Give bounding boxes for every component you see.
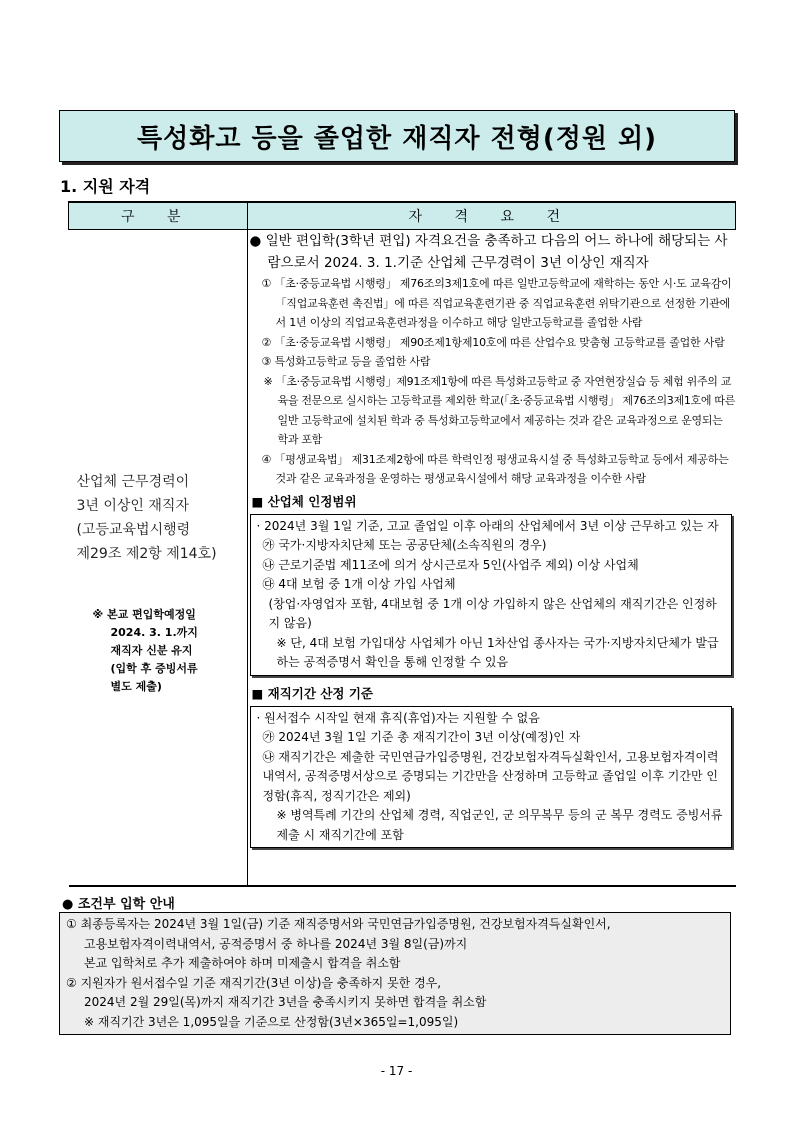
note-line: 2024. 3. 1.까지	[110, 626, 198, 639]
requirements-cell	[247, 230, 736, 887]
main-requirement: ● 일반 편입학(3학년 편입) 자격요건을 충족하고 다음의 어느 하나에 해당되는 사람으로서 2024. 3. 1.기준 산업체 근무경력이 3년 이상인 재직자	[249, 233, 728, 271]
col-header-requirements: 자 격 요 건	[247, 202, 736, 230]
industry-line: ㉰ 4대 보험 중 1개 이상 가입 사업체	[262, 577, 456, 591]
industry-line: · 2024년 3월 1일 기준, 고교 졸업일 이후 아래의 산업체에서 3년 이상 근무하고 있는 자	[256, 518, 719, 533]
period-line: ㉮ 2024년 3월 1일 기준 총 재직기간이 3년 이상(예정)인 자	[262, 730, 581, 744]
category-line: 제29조 제2항 제14호)	[76, 546, 217, 562]
requirement-item: ④ 「평생교육법」 제31조제2항에 따른 학력인정 평생교육시설 중 특성화고등학교 등에서 제공하는 것과 같은 교육과정을 운영하는 평생교육시설에서 해당 교육과정을 이수한 사람	[261, 452, 729, 485]
conditional-line: 본교 입학처로 추가 제출하여야 하며 미제출시 합격을 취소함	[84, 956, 401, 970]
note-line: ※ 본교 편입학예정일	[92, 608, 196, 621]
period-heading: ■ 재직기간 산정 기준	[251, 685, 373, 701]
period-line: ㉯ 재직기간은 제출한 국민연금가입증명원, 건강보험자격득실확인서, 고용보험자격이력내역서, 공적증명서상으로 증명되는 기간만을 산정하며 고등학교 졸업일 이후 기간만 인정함(휴직, 정직기간은 제외)	[262, 749, 719, 803]
note-line: (입학 후 증빙서류	[110, 662, 198, 675]
page-number: - 17 -	[380, 1064, 413, 1078]
category-line: (고등교육법시행령	[76, 522, 191, 538]
industry-heading: ■ 산업체 인정범위	[251, 493, 357, 509]
category-text	[77, 470, 217, 566]
requirement-item: ② 「초·중등교육법 시행령」 제90조제1항제10호에 따른 산업수요 맞춤형 고등학교를 졸업한 사람	[261, 335, 725, 349]
period-box	[250, 706, 732, 849]
requirement-item: ① 「초·중등교육법 시행령」 제76조의3제1호에 따른 일반고등학교에 재학하는 동안 시·도 교육감이 「직업교육훈련 촉진법」에 따른 직업교육훈련기관 중 직업교육훈련 위탁기관으로 선정한 기관에서 1년 이상의 직업교육훈련과정을 이수하고 해당 일반고등학교를 졸업한 사람	[261, 277, 732, 329]
industry-box	[250, 514, 732, 676]
conditional-line: 2024년 2월 29일(목)까지 재직기간 3년을 충족시키지 못하면 합격을 취소함	[84, 995, 487, 1009]
industry-line: ㉯ 근로기준법 제11조에 의거 상시근로자 5인(사업주 제외) 이상 사업체	[262, 557, 639, 572]
category-cell	[69, 230, 248, 887]
category-line: 산업체 근무경력이	[76, 474, 190, 490]
conditional-heading: ● 조건부 입학 안내	[62, 897, 175, 912]
period-line: · 원서접수 시작일 현재 휴직(휴업)자는 지원할 수 없음	[256, 710, 540, 725]
conditional-line: 고용보험자격이력내역서, 공적증명서 중 하나를 2024년 3월 8일(금)까지	[84, 936, 468, 951]
page-title: 특성화고 등을 졸업한 재직자 전형(정원 외)	[59, 110, 735, 162]
note-line: 재직자 신분 유지	[110, 644, 193, 657]
industry-line: ㉮ 국가·지방자치단체 또는 공공단체(소속직원의 경우)	[262, 538, 547, 552]
industry-line: (창업·자영업자 포함, 4대보험 중 1개 이상 가입하지 않은 산업체의 재직기간은 인정하지 않음)	[268, 596, 717, 630]
conditional-box	[59, 912, 731, 1035]
qualification-table	[68, 201, 736, 887]
conditional-line: ① 최종등록자는 2024년 3월 1일(금) 기준 재직증명서와 국민연금가입증명원, 건강보험자격득실확인서,	[66, 917, 611, 931]
period-line: ※ 병역특례 기간의 산업체 경력, 직업군인, 군 의무복무 등의 군 복무 경력도 증빙서류 제출 시 재직기간에 포함	[276, 808, 723, 842]
note-line: 별도 제출)	[110, 680, 162, 693]
conditional-line: ※ 재직기간 3년은 1,095일을 기준으로 산정함(3년×365일=1,095일)	[84, 1014, 459, 1029]
col-header-category: 구 분	[69, 202, 248, 230]
industry-line: ※ 단, 4대 보험 가입대상 사업체가 아닌 1차산업 종사자는 국가·지방자치단체가 발급하는 공적증명서 확인을 통해 인정할 수 있음	[276, 635, 719, 669]
requirement-item: ③ 특성화고등학교 등을 졸업한 사람	[261, 355, 431, 368]
section-heading: 1. 지원 자격	[60, 177, 151, 196]
requirement-note: ※ 「초·중등교육법 시행령」제91조제1항에 따른 특성화고등학교 중 자연현장실습 등 체험 위주의 교육을 전문으로 실시하는 고등학교를 제외한 학교(「초·중등교육법 시행령」 제76조의3제1호에 따른 일반 고등학교에 설치된 학과 중 특성화고등학교에서 제공하는 것과 같은 교육과정으로 운영되는 학과 포함	[263, 374, 736, 446]
conditional-line: ② 지원자가 원서접수일 기준 재직기간(3년 이상)을 충족하지 못한 경우,	[66, 975, 442, 990]
category-note	[93, 606, 198, 696]
category-line: 3년 이상인 재직자	[76, 498, 189, 514]
